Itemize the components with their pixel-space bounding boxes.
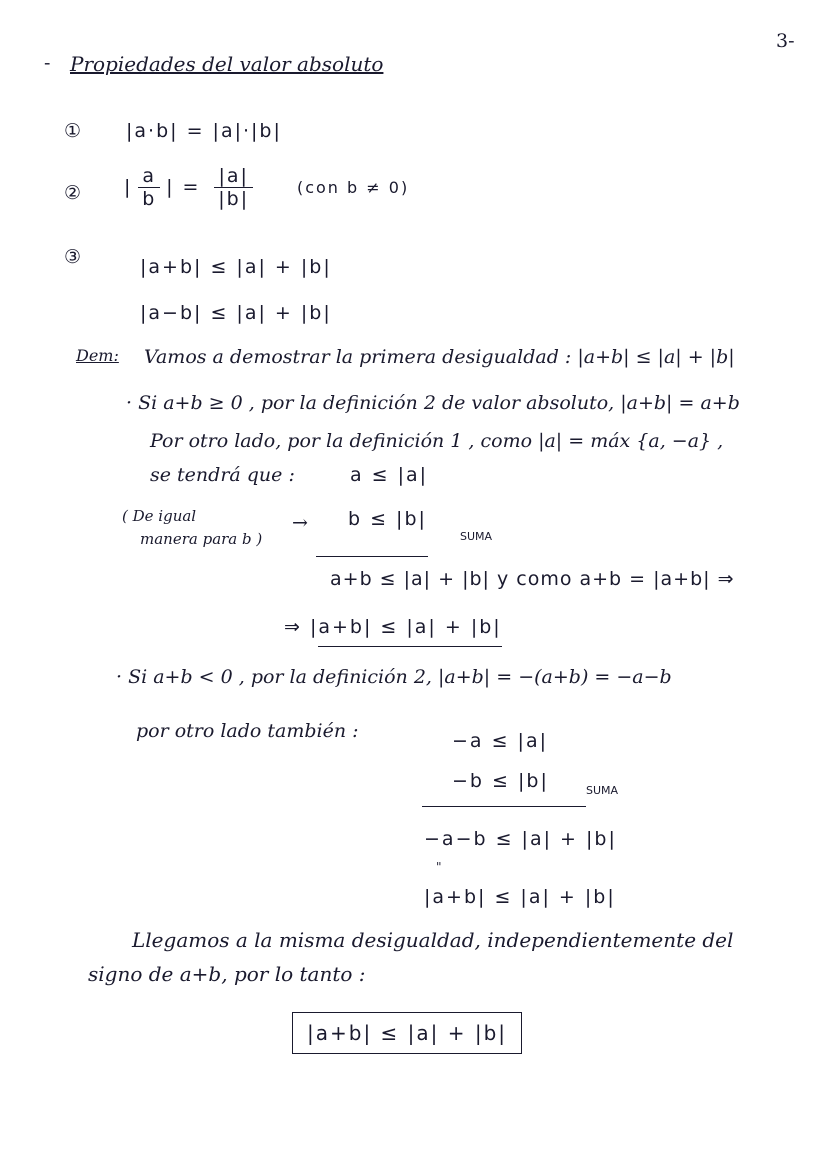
page-number: 3- [776,30,795,52]
note-line2: manera para b ) [140,530,263,548]
property-2-number: ② [64,182,82,204]
condition: (con b ≠ 0) [296,178,410,197]
note-line1: ( De igual [122,507,197,525]
lhs-numerator: a [138,165,160,188]
rhs-denominator: |b| [218,188,250,210]
equals-mark: " [436,860,442,874]
title-bullet: - [44,52,51,74]
proof-label: Dem: [76,346,119,365]
case1-line2: Por otro lado, por la definición 1 , como |a| = máx {a, −a} , [150,430,724,452]
sum-label-2: SUMA [586,784,619,797]
rhs-numerator: |a| [214,165,252,188]
sum-label-1: SUMA [460,530,493,543]
case1-line6: ⇒ |a+b| ≤ |a| + |b| [284,616,502,638]
conclusion-line2: signo de a+b, por lo tanto : [88,962,366,986]
page-title: Propiedades del valor absoluto [70,52,384,76]
property-3-line-2: |a−b| ≤ |a| + |b| [140,302,332,324]
case2-line3-math: −b ≤ |b| [452,770,549,792]
property-3-number: ③ [64,246,82,268]
proof-intro: Vamos a demostrar la primera desigualdad : |a+b| ≤ |a| + |b| [144,346,735,368]
property-2: | $\frac{a}{b}$ | = $\frac{|a|}{|b|}$ (con b ≠ 0) [124,165,410,210]
case1-line5: a+b ≤ |a| + |b| y como a+b = |a+b| ⇒ [330,568,735,590]
property-3-line-1: |a+b| ≤ |a| + |b| [140,256,332,278]
case1-line3-math: a ≤ |a| [350,464,429,486]
property-1: |a·b| = |a|·|b| [126,120,282,142]
conclusion-line1: Llegamos a la misma desigualdad, independientemente del [132,928,734,952]
case2-line2-math: −a ≤ |a| [452,730,549,752]
case2-line4: −a−b ≤ |a| + |b| [424,828,617,850]
sum-line-1 [316,556,428,557]
case2-line1: · Si a+b < 0 , por la definición 2, |a+b| = −(a+b) = −a−b [116,666,672,688]
arrow: → [292,512,308,534]
case1-line4-math: b ≤ |b| [348,508,427,530]
case1-line1: · Si a+b ≥ 0 , por la definición 2 de valor absoluto, |a+b| = a+b [126,392,740,414]
case1-line3-text: se tendrá que : [150,464,295,486]
boxed-result: |a+b| ≤ |a| + |b| [292,1012,522,1054]
property-1-number: ① [64,120,82,142]
underline-result-1 [318,646,502,647]
case2-line2-text: por otro lado también : [136,720,359,742]
sum-line-2 [422,806,586,807]
lhs-denominator: b [142,188,157,210]
case2-line5: |a+b| ≤ |a| + |b| [424,886,616,908]
